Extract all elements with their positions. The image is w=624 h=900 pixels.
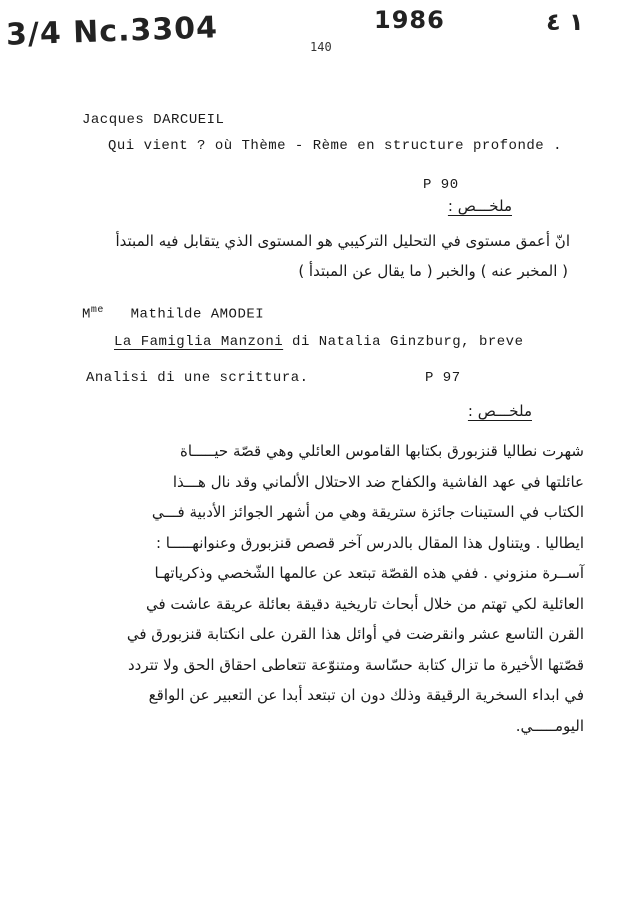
article2-summary-label: ملخـــص : <box>467 402 532 420</box>
summary-line: القرن التاسع عشر وانقرضت في أوائل هذا القرن على انكتابة قنزبورق في <box>126 625 584 643</box>
summary-line: قصّتها الأخيرة ما تزال كتابة حسّاسة ومتنوّعة تتعاطى احقاق الحق ولا تتردد <box>127 655 584 674</box>
handwritten-catalog-mark: 3/4 Nc.3304 <box>5 10 219 53</box>
article1-page: P 90 <box>423 177 459 193</box>
author-name: Mathilde AMODEI <box>130 306 265 323</box>
summary-line: اليومـــــي. <box>515 716 584 735</box>
author-title-prefix: M <box>82 306 91 323</box>
article1-author: Jacques DARCUEIL <box>82 112 225 128</box>
article1-title: Qui vient ? où Thème - Rème en structure profonde . <box>108 138 562 154</box>
article2-title-line2: Analisi di une scrittura. <box>86 370 309 386</box>
handwritten-arabic-number: ١ ٤ <box>546 8 584 36</box>
article2-summary-body <box>48 436 584 741</box>
article2-author <box>82 305 264 323</box>
author-title-sup: me <box>90 305 104 316</box>
summary-line: ايطاليا . ويتناول هذا المقال بالدرس آخر قصص قنزبورق وعنوانهـــــا : <box>155 533 584 552</box>
page-number: 140 <box>310 40 332 54</box>
summary-line: عائلتها في عهد الفاشية والكفاح ضد الاحتلال الألماني وقد نال هـــذا <box>172 472 584 491</box>
summary-line: العائلية لكي تهتم من خلال أبحاث تاريخية دقيقة بعائلة عريقة عاشت في <box>145 594 584 613</box>
summary-line: في ابداء السخرية الرقيقة وذلك دون ان تبتعد أبدا عن التعبير عن الواقع <box>148 686 584 704</box>
article1-summary-label: ملخـــص : <box>447 197 512 215</box>
article1-summary-line: ( المخبر عنه ) والخبر ( ما يقال عن المبتدأ ) <box>298 262 568 280</box>
article1-summary-line: انّ أعمق مستوى في التحليل التركيبي هو المستوى الذي يتقابل فيه المبتدأ <box>115 232 570 250</box>
article2-title-rest: di Natalia Ginzburg, breve <box>283 334 524 350</box>
article2-title <box>114 334 523 350</box>
handwritten-year: 1986 <box>374 6 445 34</box>
article2-page: P 97 <box>425 370 461 386</box>
summary-line: شهرت نطاليا قنزبورق بكتابها القاموس العائلي وهي قصّة حيـــــاة <box>180 442 584 460</box>
summary-line: آســرة منزوني . ففي هذه القصّة تبتعد عن عالمها الشّخصي وذكرياتهـا <box>154 564 584 582</box>
summary-line: الكتاب في الستينات جائزة ستريقة وهي من أشهر الجوائز الأدبية فـــي <box>151 503 584 521</box>
article2-title-underlined: La Famiglia Manzoni <box>114 334 284 350</box>
